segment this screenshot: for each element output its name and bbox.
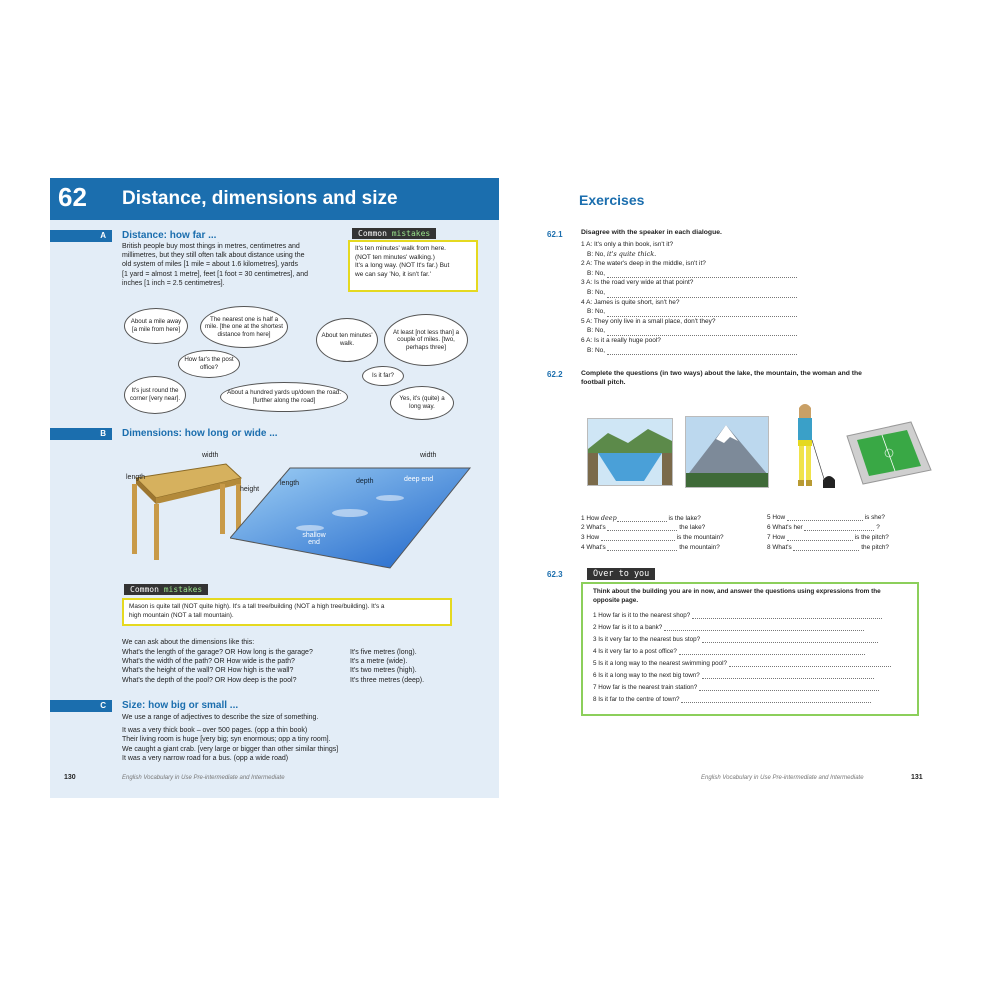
dialogue-item <box>581 298 881 308</box>
item-text: 2 How far is it to a bank? <box>593 624 663 631</box>
text-line: It was a very thick book – over 500 pages. (opp a thin book) <box>122 727 308 735</box>
unit-number: 62 <box>58 182 87 212</box>
answer-blank[interactable] <box>607 309 797 317</box>
answer-blank[interactable] <box>804 524 874 531</box>
q-prefix: How <box>772 534 786 541</box>
lake-picture <box>587 418 673 486</box>
over-to-you-item <box>593 684 879 691</box>
page-number-right: 131 <box>911 774 923 781</box>
section-a-text <box>122 242 342 288</box>
item-number: 1 <box>581 515 585 522</box>
dialogue-reply <box>581 288 881 298</box>
over-to-you-item <box>593 672 874 679</box>
speech-bubble: Is it far? <box>362 366 404 386</box>
right-page <box>501 178 933 798</box>
q-prefix: What's <box>772 544 792 551</box>
answer-line: It's three metres (deep). <box>350 676 425 684</box>
answer-blank[interactable] <box>607 270 797 278</box>
q-suffix: the pitch? <box>861 544 889 551</box>
pool-width-label: width <box>420 452 437 459</box>
section-b-title: Dimensions: how long or wide ... <box>122 428 278 439</box>
text-line: Their living room is huge [very big; syn enormous; opp a tiny room]. <box>122 736 331 744</box>
section-c-tab: C <box>50 700 112 712</box>
answer-blank[interactable] <box>607 290 797 298</box>
section-c-text <box>122 713 422 763</box>
label-part: mistakes <box>163 585 203 594</box>
answer-blank[interactable] <box>699 684 879 691</box>
over-to-you-item <box>593 624 864 631</box>
answer-blank[interactable] <box>681 696 871 703</box>
question-item <box>581 544 720 551</box>
exercise-62-2-instruction <box>581 370 911 387</box>
answer-blank[interactable] <box>729 660 891 667</box>
text-line: We caught a giant crab. [very large or bigger than other similar things] <box>122 745 339 753</box>
pool-shallow-end-label: shallow end <box>302 532 326 546</box>
exercise-62-3-instruction <box>593 588 913 605</box>
mistake-line: It's a long way. (NOT It's far.) But <box>355 262 450 270</box>
answer-blank[interactable] <box>664 624 864 631</box>
answer-blank[interactable] <box>607 524 677 531</box>
q-suffix: the mountain? <box>679 544 720 551</box>
footer-right: English Vocabulary in Use Pre-intermediate and Intermediate <box>701 775 864 781</box>
dialogue-reply <box>581 326 881 336</box>
text-line: It was a very narrow road for a bus. (opp a wide road) <box>122 754 289 762</box>
pool-depth-label: depth <box>356 478 374 485</box>
exercise-62-2-number: 62.2 <box>547 370 563 379</box>
answer-blank[interactable] <box>702 636 878 643</box>
dialogue-item <box>581 259 881 269</box>
instruction-line: Complete the questions (in two ways) about the lake, the mountain, the woman and the <box>581 370 862 377</box>
question-item <box>581 524 705 531</box>
dimensions-answers <box>350 648 470 685</box>
answer-blank[interactable] <box>692 612 882 619</box>
common-mistakes-label-b <box>124 584 208 595</box>
item-number: 5 <box>581 317 585 325</box>
answer-line: It's two metres (high). <box>350 667 417 675</box>
page-number-left: 130 <box>64 774 76 781</box>
question-item <box>767 534 889 541</box>
answer-blank[interactable] <box>607 544 677 551</box>
question-line: What's the depth of the pool? OR How deep is the pool? <box>122 676 297 684</box>
answer-blank[interactable] <box>702 672 874 679</box>
over-to-you-item <box>593 636 878 643</box>
common-mistakes-box-b <box>122 598 452 626</box>
q-prefix: What's <box>586 524 606 531</box>
item-text: 7 How far is the nearest train station? <box>593 684 698 691</box>
dimensions-questions <box>122 648 348 685</box>
speaker-b: B: No, <box>587 327 607 335</box>
speaker-b: B: No, <box>587 250 607 258</box>
dimensions-intro: We can ask about the dimensions like this: <box>122 639 255 646</box>
pool-illustration <box>230 458 490 578</box>
football-pitch-picture <box>841 418 933 488</box>
speaker-a: A: Is it a really huge pool? <box>586 336 661 344</box>
pool-deep-end-label: deep end <box>404 476 434 483</box>
over-to-you-item <box>593 696 871 703</box>
answer-blank[interactable] <box>787 534 853 541</box>
speaker-a: A: They only live in a small place, don't they? <box>586 317 716 325</box>
label-part: mistakes <box>391 229 431 238</box>
q-suffix: is she? <box>864 514 885 521</box>
answer-line: It's a metre (wide). <box>350 658 408 666</box>
mistake-line: Mason is quite tall (NOT quite high). It's a tall tree/building (NOT a high tree/building). It's a <box>129 603 385 610</box>
dialogue-item <box>581 336 881 346</box>
speech-bubble: How far's the post office? <box>178 350 240 378</box>
mistake-line: high mountain (NOT a tall mountain). <box>129 611 234 619</box>
item-number: 4 <box>581 544 585 551</box>
item-number: 5 <box>767 514 771 521</box>
table-width-label: width <box>202 452 219 459</box>
dialogue-item <box>581 278 881 288</box>
speech-bubble: It's just round the corner [very near]. <box>124 376 186 414</box>
item-text: 3 Is it very far to the nearest bus stop? <box>593 636 701 643</box>
answer-blank[interactable] <box>601 534 675 541</box>
answer-line: It's five metres (long). <box>350 649 417 656</box>
item-number: 1 <box>581 241 585 248</box>
item-number: 4 <box>581 298 585 306</box>
answer-blank[interactable] <box>793 544 859 551</box>
item-number: 3 <box>581 534 585 541</box>
speaker-b: B: No, <box>587 308 607 316</box>
item-number: 2 <box>581 524 585 531</box>
label-part: Common <box>130 585 164 594</box>
mountain-picture <box>685 416 769 488</box>
exercise-62-1-number: 62.1 <box>547 230 563 239</box>
text-line: [1 yard = almost 1 metre], feet [1 foot = 30 centimetres], and <box>122 270 308 278</box>
item-text: 8 Is it far to the centre of town? <box>593 696 680 703</box>
left-page <box>50 178 499 798</box>
dialogue-reply <box>581 346 881 356</box>
item-number: 6 <box>581 336 585 344</box>
exercises-title: Exercises <box>579 192 645 208</box>
woman-picture <box>783 400 843 498</box>
mistake-line: (NOT ten minutes' walking.) <box>355 253 435 261</box>
item-text: 5 Is it a long way to the nearest swimming pool? <box>593 660 728 667</box>
speech-bubble: The nearest one is half a mile. [the one at the shortest distance from here] <box>200 306 288 348</box>
item-number: 8 <box>767 544 771 551</box>
speaker-b: B: No, <box>587 269 607 277</box>
footer-left: English Vocabulary in Use Pre-intermediate and Intermediate <box>122 775 285 781</box>
instruction-line: opposite page. <box>593 596 639 604</box>
q-suffix: ? <box>876 524 880 531</box>
answer-blank[interactable] <box>607 328 797 336</box>
answer-blank[interactable] <box>617 515 667 522</box>
speech-bubble: Yes, it's (quite) a long way. <box>390 386 454 420</box>
question-item <box>581 514 701 522</box>
question-item <box>581 534 724 541</box>
instruction-line: football pitch. <box>581 378 626 386</box>
speaker-b: B: No, <box>587 288 607 296</box>
answer-blank[interactable] <box>607 347 797 355</box>
speech-bubble: About ten minutes' walk. <box>316 318 378 362</box>
section-b-tab: B <box>50 428 112 440</box>
section-a-tab: A <box>50 230 112 242</box>
speaker-a: A: The water's deep in the middle, isn't it? <box>586 260 706 268</box>
answer-blank[interactable] <box>679 648 865 655</box>
speech-bubble: About a hundred yards up/down the road. [further along the road] <box>220 382 348 412</box>
item-number: 6 <box>767 524 771 531</box>
exercise-62-3-number: 62.3 <box>547 570 563 579</box>
dialogue-item <box>581 317 881 327</box>
item-number: 7 <box>767 534 771 541</box>
speech-bubble: About a mile away [a mile from here] <box>124 308 188 344</box>
text-line: British people buy most things in metres, centimetres and <box>122 243 300 250</box>
item-text: 4 Is it very far to a post office? <box>593 648 677 655</box>
exercise-62-1-dialogues <box>581 240 881 355</box>
q-suffix: the lake? <box>679 524 706 531</box>
text-line: inches [1 inch = 2.5 centimetres]. <box>122 279 225 287</box>
over-to-you-label: Over to you <box>587 568 655 580</box>
dialogue-reply <box>581 307 881 317</box>
question-line: What's the length of the garage? OR How long is the garage? <box>122 649 313 656</box>
instruction-line: Think about the building you are in now, and answer the questions using expressions from the <box>593 588 881 595</box>
q-prefix: How <box>586 515 600 522</box>
mistake-line: we can say 'No, it isn't far.' <box>355 270 431 278</box>
common-mistakes-box-a <box>348 240 478 292</box>
pool-length-label: length <box>280 480 300 487</box>
q-suffix: is the mountain? <box>676 534 724 541</box>
question-item <box>767 514 885 521</box>
handwritten-answer: deep <box>600 514 617 522</box>
q-prefix: How <box>586 534 600 541</box>
text-line: old system of miles [1 mile = about 1.6 kilometres], yards <box>122 261 299 269</box>
item-number: 3 <box>581 279 585 287</box>
question-line: What's the height of the wall? OR How high is the wall? <box>122 667 294 675</box>
exercise-62-1-instruction: Disagree with the speaker in each dialogue. <box>581 229 722 236</box>
table-height-label: height <box>240 486 260 493</box>
item-number: 2 <box>581 260 585 268</box>
section-c-title: Size: how big or small ... <box>122 700 239 711</box>
common-mistakes-label-a <box>352 228 436 239</box>
speaker-a: A: Is the road very wide at that point? <box>586 279 694 287</box>
q-prefix: How <box>772 514 786 521</box>
item-text: 1 How far is it to the nearest shop? <box>593 612 691 619</box>
dialogue-item <box>581 240 881 250</box>
question-line: What's the width of the path? OR How wide is the path? <box>122 658 295 666</box>
dialogue-reply <box>581 269 881 279</box>
over-to-you-item <box>593 648 865 655</box>
speech-bubble: At least [not less than] a couple of miles. [two, perhaps three] <box>384 314 468 366</box>
item-text: 6 Is it a long way to the next big town? <box>593 672 700 679</box>
answer-blank[interactable] <box>787 514 863 521</box>
over-to-you-item <box>593 612 882 619</box>
question-item <box>767 544 889 551</box>
q-prefix: What's her <box>772 524 803 531</box>
q-suffix: is the lake? <box>668 515 701 522</box>
dialogue-reply <box>581 250 881 260</box>
text-line: We use a range of adjectives to describe the size of something. <box>122 714 319 721</box>
table-length-label: length <box>126 474 146 481</box>
unit-title: Distance, dimensions and size <box>122 188 398 209</box>
question-item <box>767 524 880 531</box>
over-to-you-item <box>593 660 891 667</box>
speaker-a: A: It's only a thin book, isn't it? <box>586 241 674 248</box>
q-suffix: is the pitch? <box>854 534 889 541</box>
section-a-title: Distance: how far ... <box>122 230 217 241</box>
unit-header <box>50 178 499 220</box>
handwritten-answer: it's quite thick. <box>606 249 657 258</box>
speaker-a: A: James is quite short, isn't he? <box>586 298 680 306</box>
q-prefix: What's <box>586 544 606 551</box>
text-line: millimetres, but they still often talk about distance using the <box>122 252 305 260</box>
label-part: Common <box>358 229 392 238</box>
speaker-b: B: No, <box>587 346 607 354</box>
mistake-line: It's ten minutes' walk from here. <box>355 245 446 252</box>
